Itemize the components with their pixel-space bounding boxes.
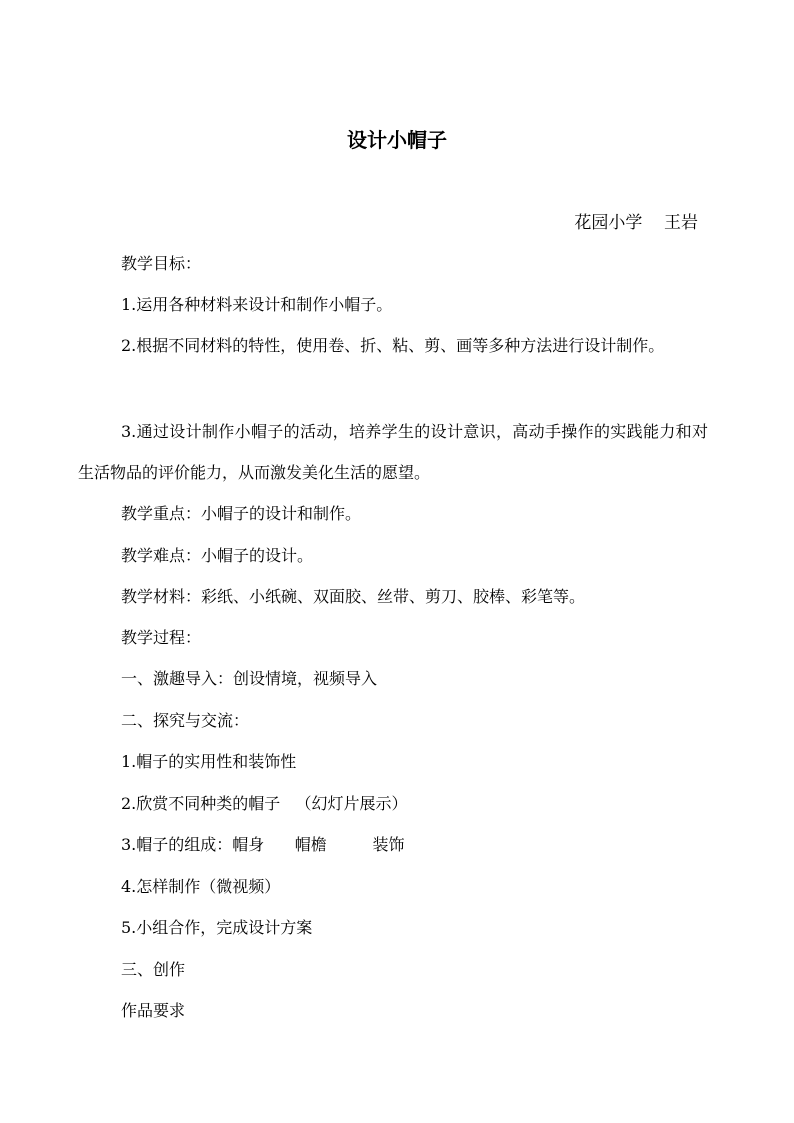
objective-3: 3.通过设计制作小帽子的活动，培养学生的设计意识，高动手操作的实践能力和对生活物品的评价能力，从而激发美化生活的愿望。 — [78, 422, 708, 482]
document-title: 设计小帽子 — [347, 128, 447, 152]
objectives-heading: 教学目标： — [121, 254, 202, 273]
author-line: 花园小学 王岩 — [574, 213, 698, 233]
objective-1: 1.运用各种材料来设计和制作小帽子。 — [121, 295, 393, 314]
difficulty: 教学难点：小帽子的设计。 — [121, 546, 314, 565]
step-2-2: 2.欣赏不同种类的帽子 （幻灯片展示） — [121, 794, 408, 813]
process-heading: 教学过程： — [121, 628, 202, 647]
work-requirements: 作品要求 — [121, 1001, 186, 1020]
objective-2: 2.根据不同材料的特性，使用卷、折、粘、剪、画等多种方法进行设计制作。 — [121, 336, 665, 355]
key-point: 教学重点：小帽子的设计和制作。 — [121, 504, 362, 523]
step-3: 三、创作 — [121, 960, 186, 979]
step-2-5: 5.小组合作，完成设计方案 — [121, 918, 313, 937]
step-2: 二、探究与交流： — [121, 711, 250, 730]
step-2-4: 4.怎样制作（微视频） — [121, 877, 281, 896]
step-2-3: 3.帽子的组成：帽身 帽檐 装饰 — [121, 835, 405, 854]
materials: 教学材料：彩纸、小纸碗、双面胶、丝带、剪刀、胶棒、彩笔等。 — [121, 587, 586, 606]
step-1: 一、激趣导入：创设情境，视频导入 — [121, 669, 378, 688]
step-2-1: 1.帽子的实用性和装饰性 — [121, 752, 297, 771]
